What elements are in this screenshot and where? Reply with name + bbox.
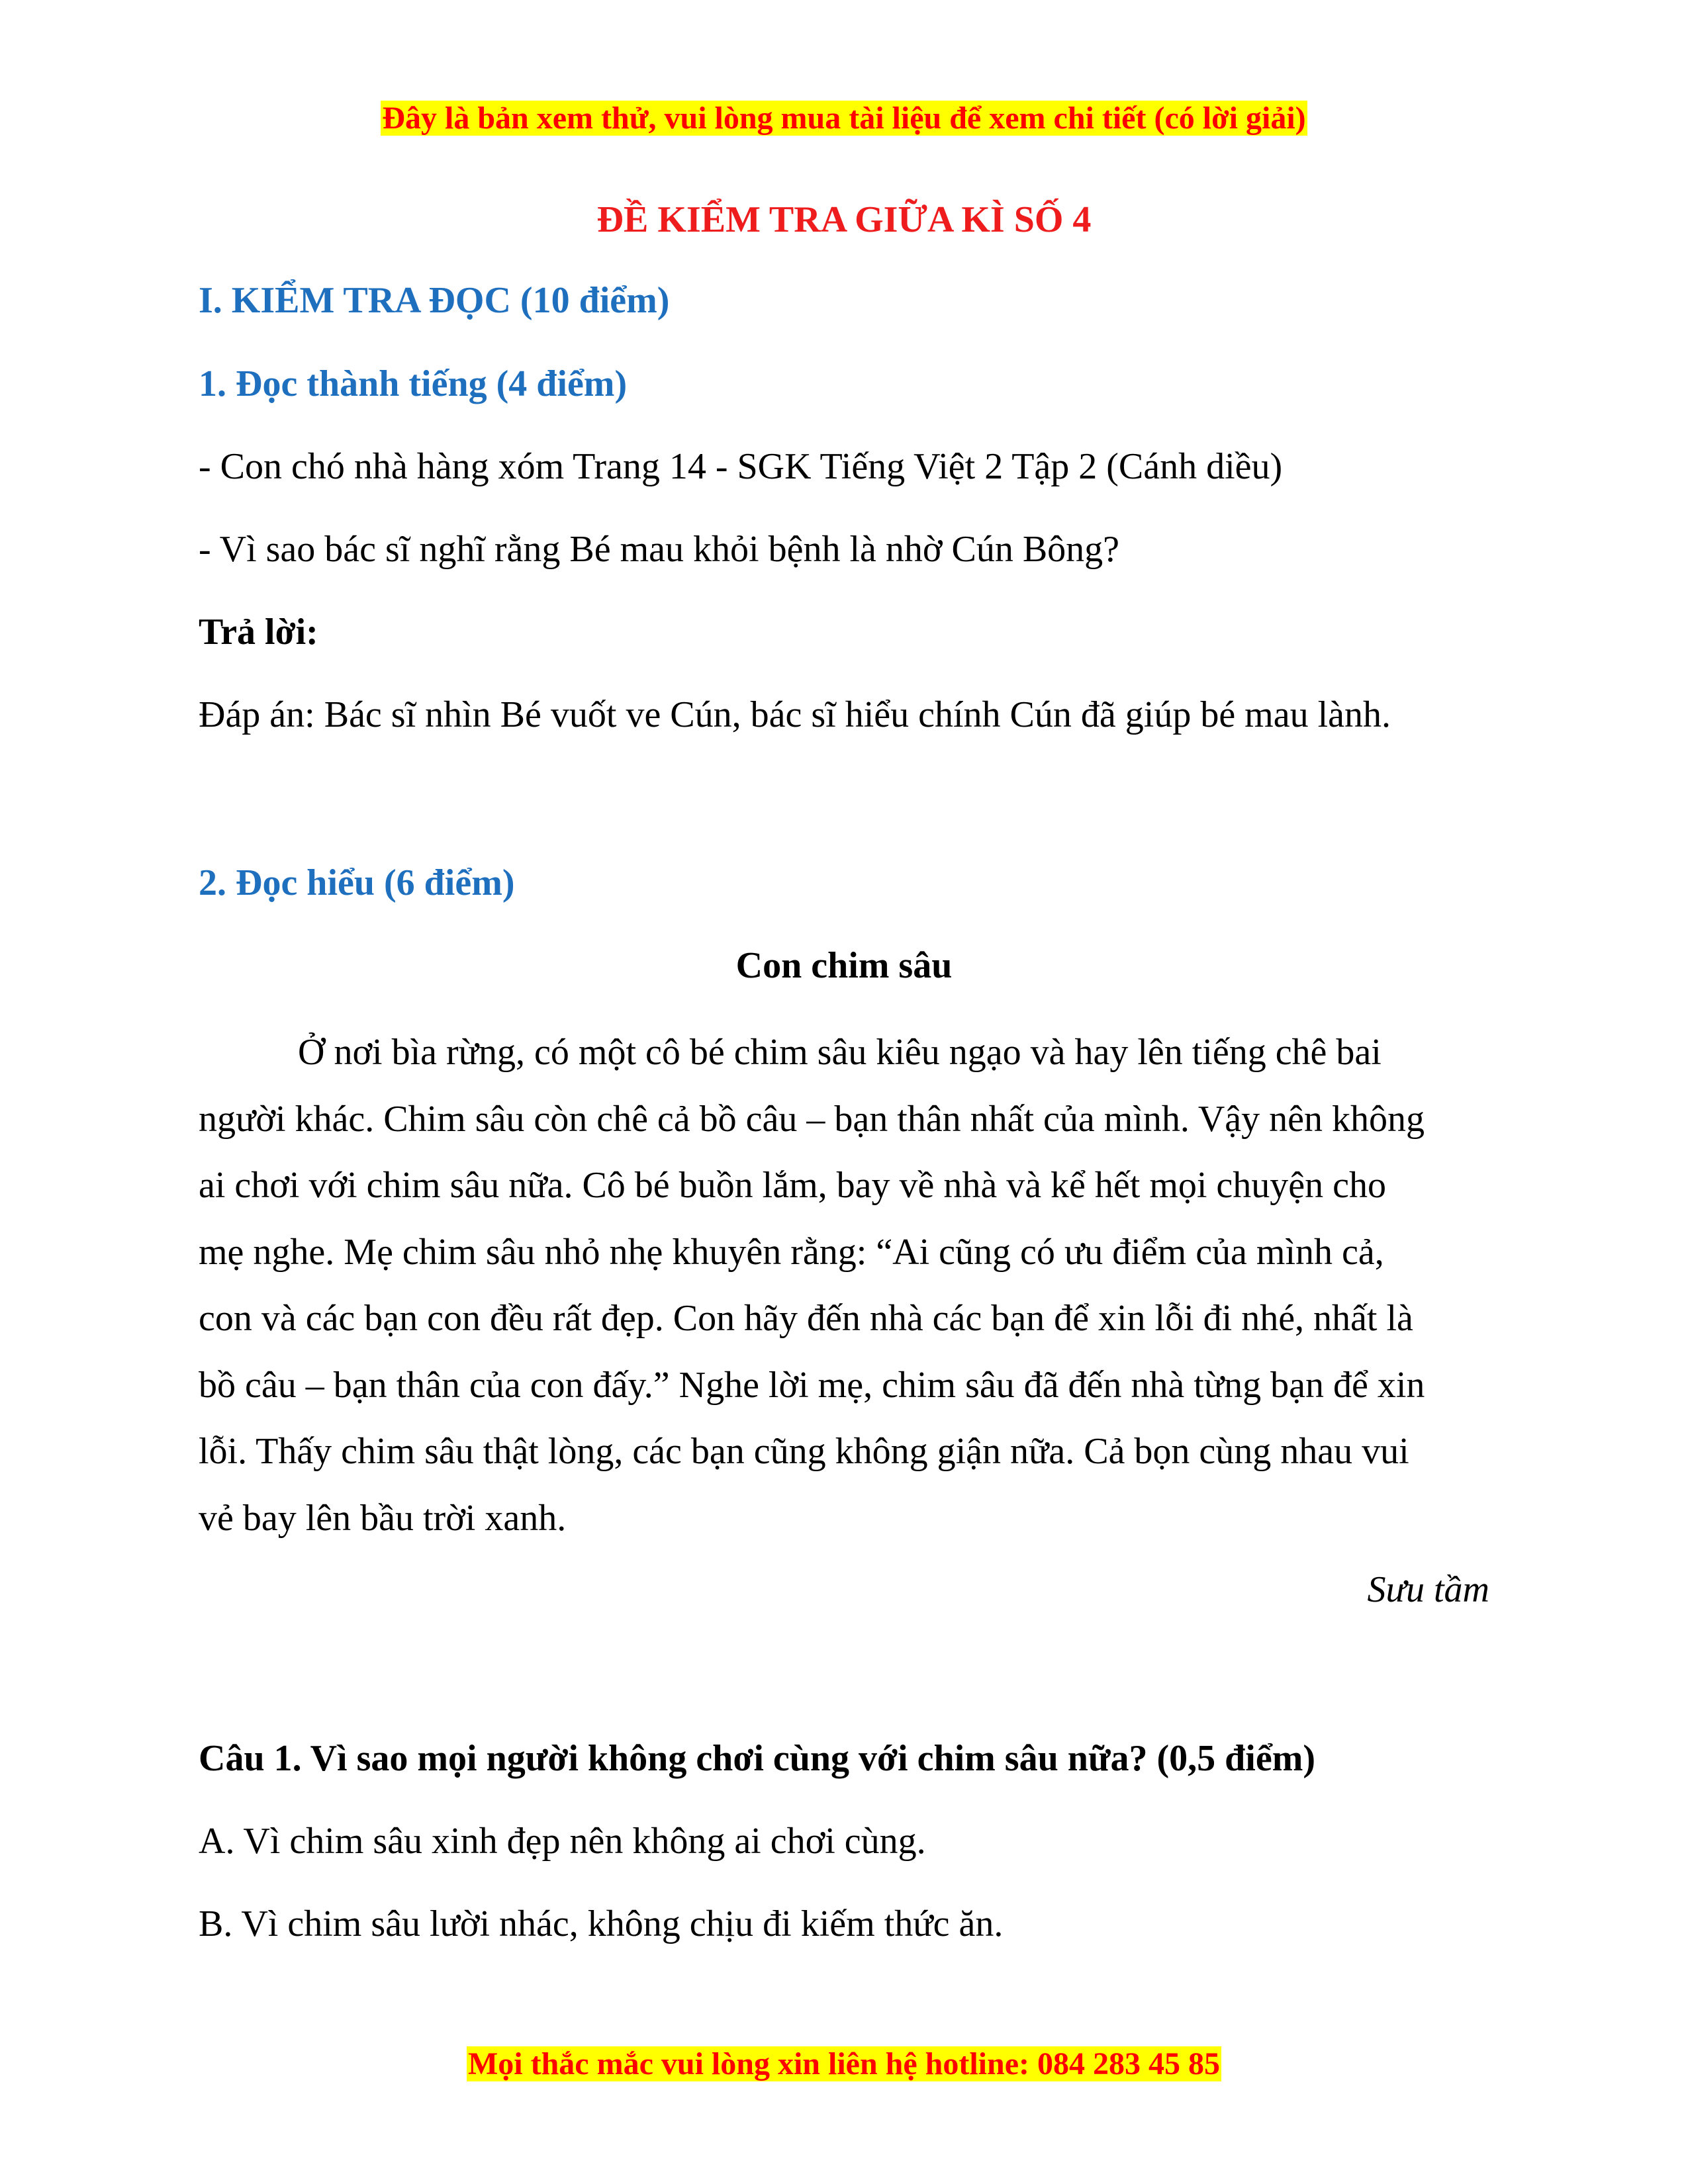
story-line: con và các bạn con đều rất đẹp. Con hãy đến nhà các bạn để xin lỗi đi nhé, nhất là <box>199 1298 1413 1339</box>
question-1-option-b: B. Vì chim sâu lười nhác, không chịu đi kiếm thức ăn. <box>199 1903 1004 1944</box>
read-aloud-line-2: - Vì sao bác sĩ nghĩ rằng Bé mau khỏi bệnh là nhờ Cún Bông? <box>199 529 1120 570</box>
preview-notice-banner <box>0 99 1688 138</box>
section-heading-reading-test: I. KIỂM TRA ĐỌC (10 điểm) <box>199 280 670 321</box>
part-heading-comprehension: 2. Đọc hiểu (6 điểm) <box>199 862 515 903</box>
story-line: bồ câu – bạn thân của con đấy.” Nghe lời mẹ, chim sâu đã đến nhà từng bạn để xin <box>199 1364 1425 1406</box>
hotline-banner <box>0 2045 1688 2083</box>
story-line: vẻ bay lên bầu trời xanh. <box>199 1497 567 1539</box>
hotline-text: Mọi thắc mắc vui lòng xin liên hệ hotline: 084 283 45 85 <box>467 2046 1220 2081</box>
part-heading-read-aloud: 1. Đọc thành tiếng (4 điểm) <box>199 363 628 404</box>
question-1-option-a: A. Vì chim sâu xinh đẹp nên không ai chơi cùng. <box>199 1821 926 1862</box>
question-1: Câu 1. Vì sao mọi người không chơi cùng với chim sâu nữa? (0,5 điểm) <box>199 1738 1315 1779</box>
story-line: người khác. Chim sâu còn chê cả bồ câu – bạn thân nhất của mình. Vậy nên không <box>199 1098 1425 1140</box>
story-title: Con chim sâu <box>735 945 953 986</box>
story-line: Ở nơi bìa rừng, có một cô bé chim sâu kiêu ngạo và hay lên tiếng chê bai <box>298 1032 1382 1073</box>
story-paragraph <box>199 1019 1489 1551</box>
answer-text: Đáp án: Bác sĩ nhìn Bé vuốt ve Cún, bác sĩ hiểu chính Cún đã giúp bé mau lành. <box>199 694 1391 735</box>
preview-notice-text: Đây là bản xem thử, vui lòng mua tài liệu để xem chi tiết (có lời giải) <box>382 101 1306 136</box>
answer-label: Trả lời: <box>199 612 318 653</box>
story-line: ai chơi với chim sâu nữa. Cô bé buồn lắm, bay về nhà và kể hết mọi chuyện cho <box>199 1165 1386 1206</box>
document-title: ĐỀ KIỂM TRA GIỮA KÌ SỐ 4 <box>596 199 1092 240</box>
read-aloud-line-1: - Con chó nhà hàng xóm Trang 14 - SGK Tiếng Việt 2 Tập 2 (Cánh diều) <box>199 446 1283 487</box>
story-line: lỗi. Thấy chim sâu thật lòng, các bạn cũng không giận nữa. Cả bọn cùng nhau vui <box>199 1431 1409 1472</box>
story-line: mẹ nghe. Mẹ chim sâu nhỏ nhẹ khuyên rằng: “Ai cũng có ưu điểm của mình cả, <box>199 1231 1384 1273</box>
story-source: Sưu tầm <box>1367 1569 1489 1610</box>
